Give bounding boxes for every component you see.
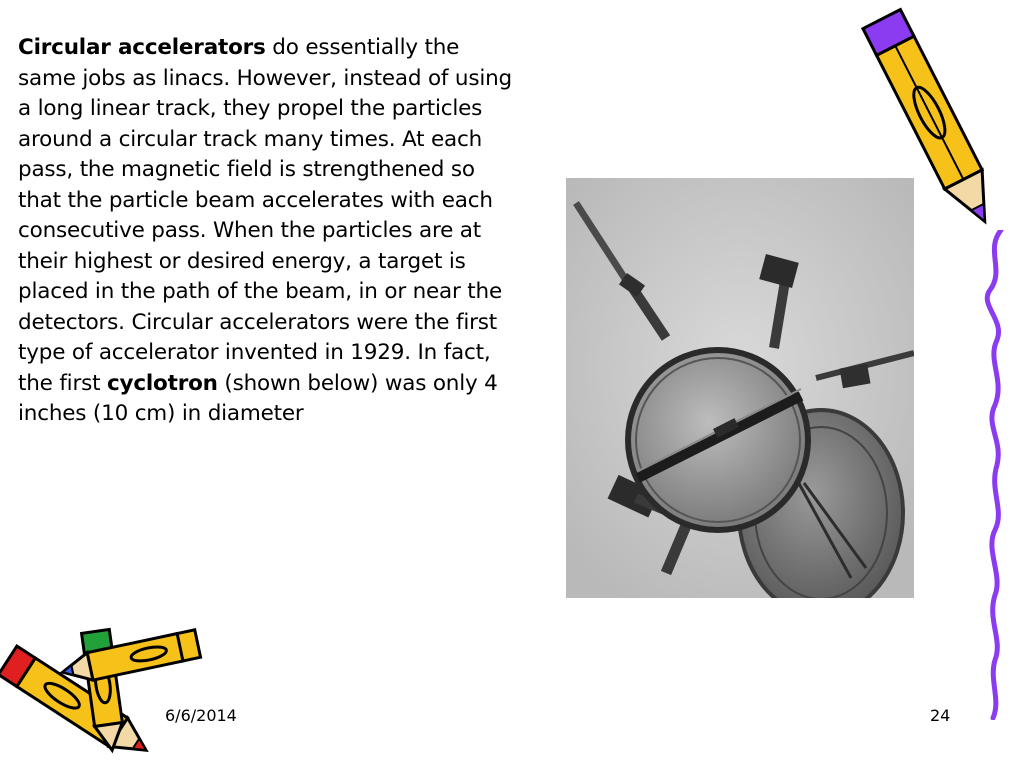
squiggle-line (975, 230, 1015, 720)
pencil-icon (858, 2, 1008, 242)
footer-date: 6/6/2014 (165, 706, 237, 725)
paragraph-text-1: do essentially the same jobs as linacs. However, instead of using a long linear track, they propel the particles around a circular track many times. At each pass, the magnetic field is strengthened so that the particle beam accelerates with each consecutive pass. When the particles are at their highest or desired energy, a target is placed in the path of the beam, in or near the detectors. Circular accelerators were the first type of accelerator invented in 1929. In fact, the first (18, 35, 512, 396)
term-cyclotron: cyclotron (106, 370, 218, 396)
body-paragraph (18, 33, 518, 430)
page-number: 24 (930, 706, 951, 725)
paragraph-text-2: (shown below) was only 4 inches (10 cm) in diameter (18, 370, 498, 426)
crossed-pencils-icon (0, 612, 210, 758)
term-circular-accelerators: Circular accelerators (18, 35, 266, 60)
